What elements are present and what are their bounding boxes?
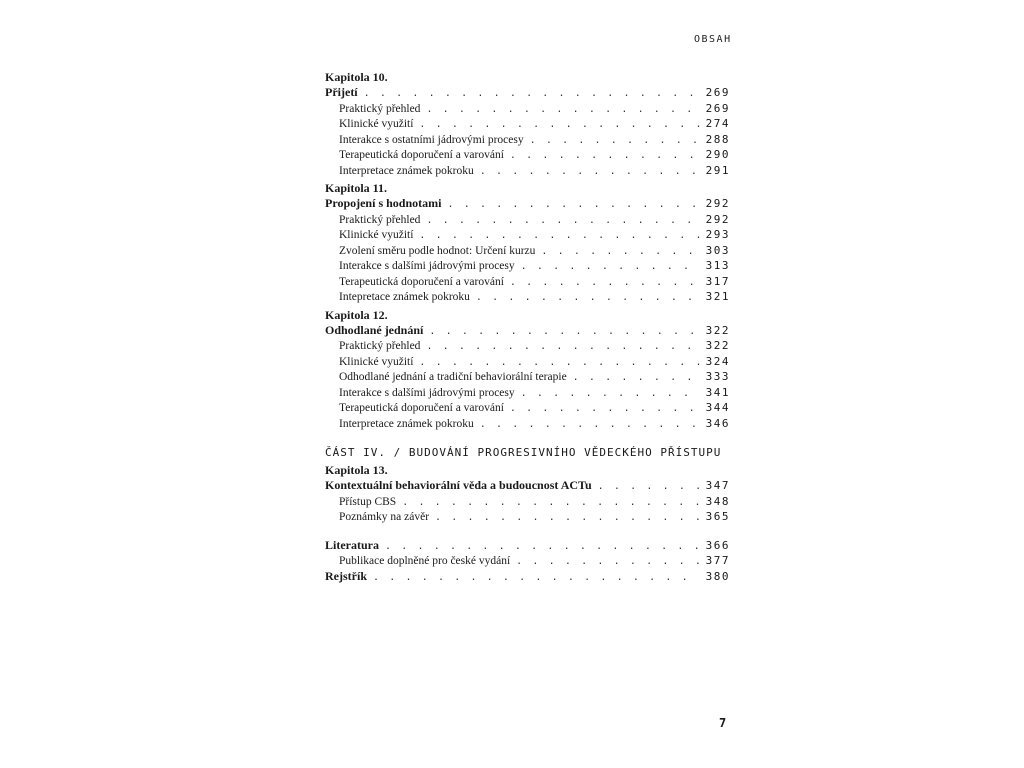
toc-main-entry bbox=[325, 569, 730, 585]
entry-title: Publikace doplněné pro české vydání bbox=[339, 555, 511, 567]
entry-title: Zvolení směru podle hodnot: Určení kurzu bbox=[339, 244, 536, 257]
entry-page-number: 348 bbox=[705, 494, 730, 508]
entry-page-number: 346 bbox=[705, 416, 730, 430]
entry-title: Kontextuální behaviorální věda a budoucnost ACTu bbox=[325, 478, 592, 492]
entry-title: Literatura bbox=[325, 537, 379, 552]
chapter-label: Kapitola 10. bbox=[325, 70, 388, 84]
entry-page-number: 293 bbox=[705, 228, 730, 241]
entry-page-number: 341 bbox=[705, 385, 730, 399]
dot-leader bbox=[510, 401, 700, 416]
entry-title: Poznámky na závěr bbox=[339, 511, 430, 523]
dot-leader bbox=[419, 117, 699, 132]
toc-sub-entry bbox=[325, 274, 730, 290]
dot-leader bbox=[573, 370, 700, 385]
entry-page-number: 269 bbox=[705, 86, 730, 99]
entry-page-number: 290 bbox=[705, 148, 730, 161]
entry-title: Klinické využití bbox=[339, 355, 414, 368]
entry-page-number: 380 bbox=[705, 569, 730, 583]
toc-sub-entry bbox=[325, 400, 730, 416]
entry-page-number: 313 bbox=[705, 259, 730, 272]
entry-title: Interakce s dalšími jádrovými procesy bbox=[339, 386, 515, 399]
dot-leader bbox=[516, 554, 699, 569]
dot-leader bbox=[541, 244, 699, 259]
entry-title: Terapeutická doporučení a varování bbox=[339, 402, 504, 414]
toc-main-entry bbox=[325, 478, 730, 494]
table-of-contents bbox=[325, 69, 730, 584]
dot-leader bbox=[598, 479, 700, 494]
toc-sub-entry bbox=[325, 338, 730, 354]
entry-page-number: 322 bbox=[705, 339, 730, 352]
toc-sub-entry bbox=[325, 494, 730, 510]
dot-leader bbox=[385, 539, 700, 554]
dot-leader bbox=[447, 197, 699, 212]
dot-leader bbox=[480, 417, 700, 432]
entry-title: Interakce s ostatními jádrovými procesy bbox=[339, 133, 524, 146]
toc-main-entry bbox=[325, 323, 730, 339]
toc-sub-entry bbox=[325, 369, 730, 385]
toc-sub-entry bbox=[325, 212, 730, 228]
dot-leader bbox=[426, 102, 699, 117]
entry-title: Praktický přehled bbox=[339, 213, 421, 226]
dot-leader bbox=[521, 259, 700, 274]
dot-leader bbox=[435, 510, 700, 525]
entry-page-number: 303 bbox=[705, 243, 730, 257]
dot-leader bbox=[364, 86, 700, 101]
page-number: 7 bbox=[719, 716, 727, 730]
entry-title: Interakce s dalšími jádrovými procesy bbox=[339, 260, 515, 272]
entry-page-number: 274 bbox=[705, 117, 730, 130]
entry-title: Intepretace známek pokroku bbox=[339, 291, 470, 303]
toc-sub-entry bbox=[325, 163, 730, 179]
entry-page-number: 344 bbox=[705, 401, 730, 414]
entry-title: Terapeutická doporučení a varování bbox=[339, 149, 504, 161]
toc-sub-entry bbox=[325, 101, 730, 117]
entry-title: Praktický přehled bbox=[339, 102, 421, 115]
spacer bbox=[325, 525, 730, 538]
running-header: OBSAH bbox=[694, 34, 732, 45]
toc-main-entry bbox=[325, 196, 730, 212]
toc-sub-entry bbox=[325, 553, 730, 569]
entry-page-number: 322 bbox=[705, 323, 730, 337]
entry-page-number: 347 bbox=[705, 479, 730, 492]
chapter-label: Kapitola 12. bbox=[325, 307, 388, 322]
entry-title: Odhodlané jednání a tradiční behaviorální terapie bbox=[339, 371, 567, 383]
dot-leader bbox=[426, 213, 699, 228]
toc-sub-entry bbox=[325, 509, 730, 525]
entry-page-number: 321 bbox=[705, 290, 730, 303]
entry-title: Interpretace známek pokroku bbox=[339, 164, 474, 177]
dot-leader bbox=[480, 164, 700, 179]
entry-title: Klinické využití bbox=[339, 118, 414, 130]
dot-leader bbox=[476, 290, 700, 305]
toc-sub-entry bbox=[325, 416, 730, 432]
entry-title: Přístup CBS bbox=[339, 495, 397, 508]
dot-leader bbox=[510, 148, 700, 163]
entry-page-number: 269 bbox=[705, 101, 730, 115]
entry-title: Praktický přehled bbox=[339, 340, 421, 352]
toc-main-entry bbox=[325, 85, 730, 101]
toc-sub-entry bbox=[325, 116, 730, 132]
dot-leader bbox=[419, 228, 699, 243]
toc-sub-entry bbox=[325, 132, 730, 148]
entry-page-number: 366 bbox=[705, 538, 730, 552]
dot-leader bbox=[530, 133, 700, 148]
toc-sub-entry bbox=[325, 289, 730, 305]
entry-page-number: 291 bbox=[705, 163, 730, 177]
entry-title: Klinické využití bbox=[339, 229, 414, 241]
entry-page-number: 292 bbox=[705, 197, 730, 210]
entry-title: Terapeutická doporučení a varování bbox=[339, 275, 504, 288]
chapter-label: Kapitola 13. bbox=[325, 463, 388, 477]
toc-sub-entry bbox=[325, 258, 730, 274]
entry-title: Přijetí bbox=[325, 85, 358, 99]
dot-leader bbox=[373, 570, 700, 585]
entry-page-number: 317 bbox=[705, 274, 730, 288]
spacer bbox=[325, 431, 730, 444]
entry-page-number: 288 bbox=[705, 132, 730, 146]
toc-sub-entry bbox=[325, 354, 730, 370]
entry-page-number: 333 bbox=[705, 370, 730, 383]
dot-leader bbox=[402, 495, 699, 510]
entry-title: Interpretace známek pokroku bbox=[339, 417, 474, 430]
part-title: ČÁST IV. / BUDOVÁNÍ PROGRESIVNÍHO VĚDECKÉHO PŘÍSTUPU bbox=[325, 446, 722, 459]
toc-sub-entry bbox=[325, 385, 730, 401]
dot-leader bbox=[510, 275, 700, 290]
toc-sub-entry bbox=[325, 243, 730, 259]
toc-main-entry bbox=[325, 538, 730, 554]
dot-leader bbox=[426, 339, 699, 354]
entry-title: Odhodlané jednání bbox=[325, 322, 424, 337]
entry-page-number: 324 bbox=[705, 354, 730, 368]
entry-title: Propojení s hodnotami bbox=[325, 196, 442, 210]
entry-page-number: 377 bbox=[705, 554, 730, 567]
dot-leader bbox=[521, 386, 700, 401]
toc-sub-entry bbox=[325, 147, 730, 163]
chapter-label: Kapitola 11. bbox=[325, 181, 388, 195]
toc-sub-entry bbox=[325, 227, 730, 243]
dot-leader bbox=[419, 355, 699, 370]
dot-leader bbox=[429, 324, 699, 339]
entry-page-number: 292 bbox=[705, 212, 730, 226]
entry-title: Rejstřík bbox=[325, 568, 367, 583]
entry-page-number: 365 bbox=[705, 510, 730, 523]
